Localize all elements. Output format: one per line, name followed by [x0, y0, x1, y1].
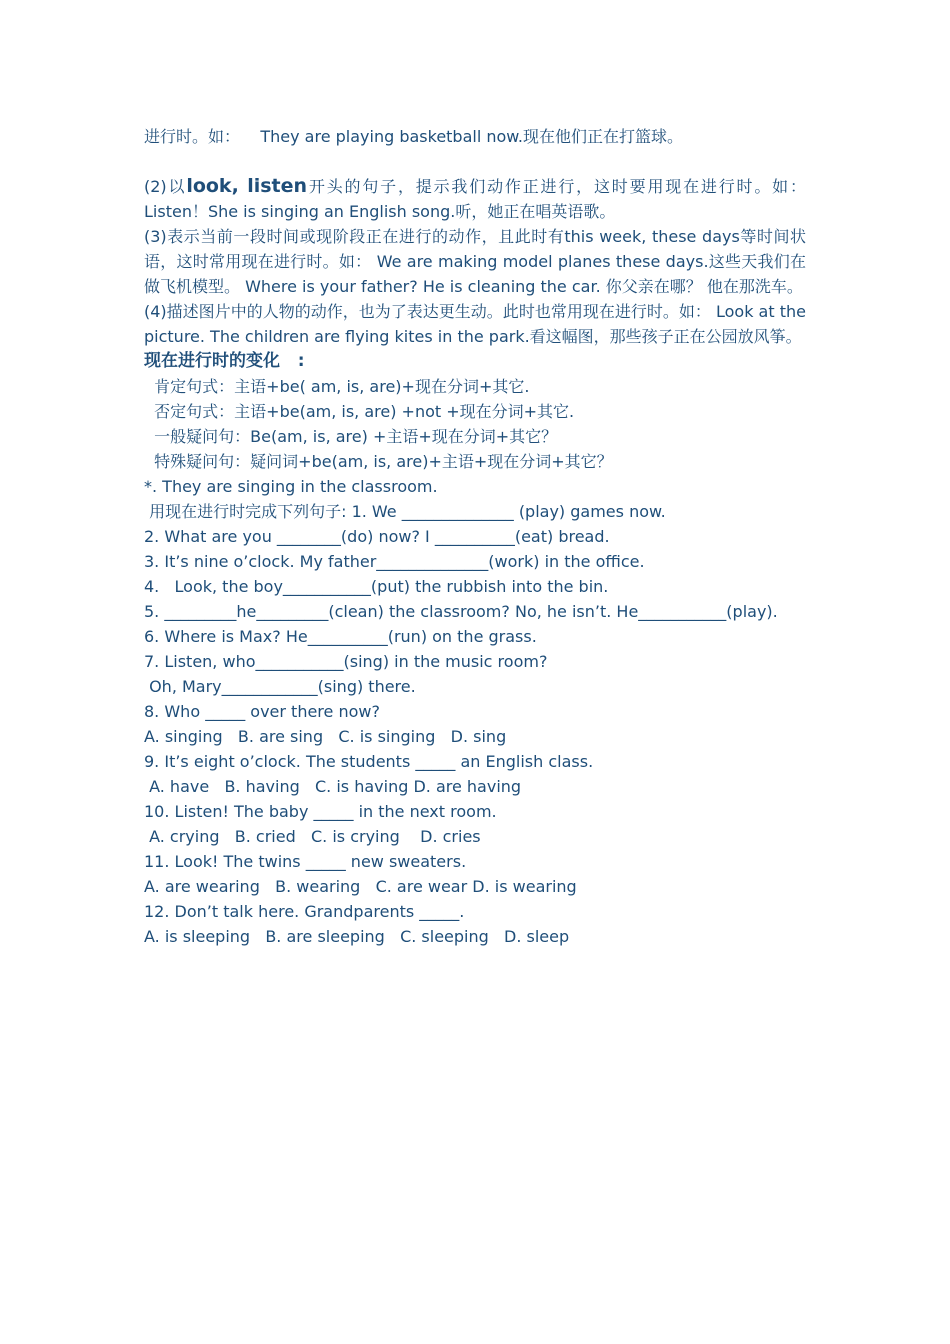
exercise-7-answer: Oh, Mary____________(sing) there.: [144, 677, 416, 696]
exercise-3: 3. It’s nine o’clock. My father______________(work) in the office.: [144, 552, 645, 571]
paragraph-3: (3)表示当前一段时间或现阶段正在进行的动作，且此时有this week, these days等时间状语，这时常用现在进行时。如： We are making model planes these days.这些天我们在做飞机模型。 Where is your father? He is cleaning the car. 你父亲在哪？ 他在那洗车。: [144, 227, 806, 296]
exercise-10: 10. Listen! The baby _____ in the next room.: [144, 802, 497, 821]
exercise-8-options: A. singing B. are sing C. is singing D. sing: [144, 727, 507, 746]
exercise-4: 4. Look, the boy___________(put) the rubbish into the bin.: [144, 577, 609, 596]
paragraph-2-keywords: look, listen: [186, 175, 308, 197]
section-heading: 现在进行时的变化 :: [144, 351, 305, 371]
exercise-11: 11. Look! The twins _____ new sweaters.: [144, 852, 467, 871]
exercise-6: 6. Where is Max? He__________(run) on the grass.: [144, 627, 537, 646]
exercise-1: 用现在进行时完成下列句子: 1. We ______________ (play) games now.: [144, 502, 666, 521]
exercise-9-options: A. have B. having C. is having D. are having: [144, 777, 522, 796]
exercise-11-options: A. are wearing B. wearing C. are wear D. is wearing: [144, 877, 577, 896]
paragraph-4: (4)描述图片中的人物的动作，也为了表达更生动。此时也常用现在进行时。如： Look at the picture. The children are flying kites in the park.看这幅图，那些孩子正在公园放风筝。: [144, 302, 806, 346]
exercise-5: 5. _________he_________(clean) the classroom? No, he isn’t. He___________(play).: [144, 602, 778, 621]
exercise-9: 9. It’s eight o’clock. The students _____ an English class.: [144, 752, 594, 771]
form-wh-question: 特殊疑问句：疑问词+be(am, is, are)+主语+现在分词+其它？: [144, 452, 613, 471]
paragraph-2-prefix: (2)以: [144, 177, 187, 196]
paragraph-2-text: 开头的句子，提示我们动作正进行，这时要用现在进行时。如：Listen！She is singing an English song.听，她正在唱英语歌。: [144, 177, 806, 221]
exercise-7: 7. Listen, who___________(sing) in the music room?: [144, 652, 548, 671]
exercise-12: 12. Don’t talk here. Grandparents _____.: [144, 902, 465, 921]
document-body: [144, 124, 806, 949]
paragraph-2: [144, 174, 806, 224]
form-affirmative: 肯定句式：主语+be( am, is, are)+现在分词+其它.: [144, 377, 530, 396]
exercise-10-options: A. crying B. cried C. is crying D. cries: [144, 827, 481, 846]
exercise-2: 2. What are you ________(do) now? I __________(eat) bread.: [144, 527, 610, 546]
exercise-12-options: A. is sleeping B. are sleeping C. sleeping D. sleep: [144, 927, 570, 946]
exercise-8: 8. Who _____ over there now?: [144, 702, 380, 721]
form-yes-no-question: 一般疑问句：Be(am, is, are) +主语+现在分词+其它？: [144, 427, 558, 446]
intro-line: 进行时。如： They are playing basketball now.现在他们正在打篮球。: [144, 127, 684, 146]
blank-line: [144, 149, 806, 174]
form-negative: 否定句式：主语+be(am, is, are) +not +现在分词+其它.: [144, 402, 575, 421]
example-sentence: *. They are singing in the classroom.: [144, 477, 438, 496]
